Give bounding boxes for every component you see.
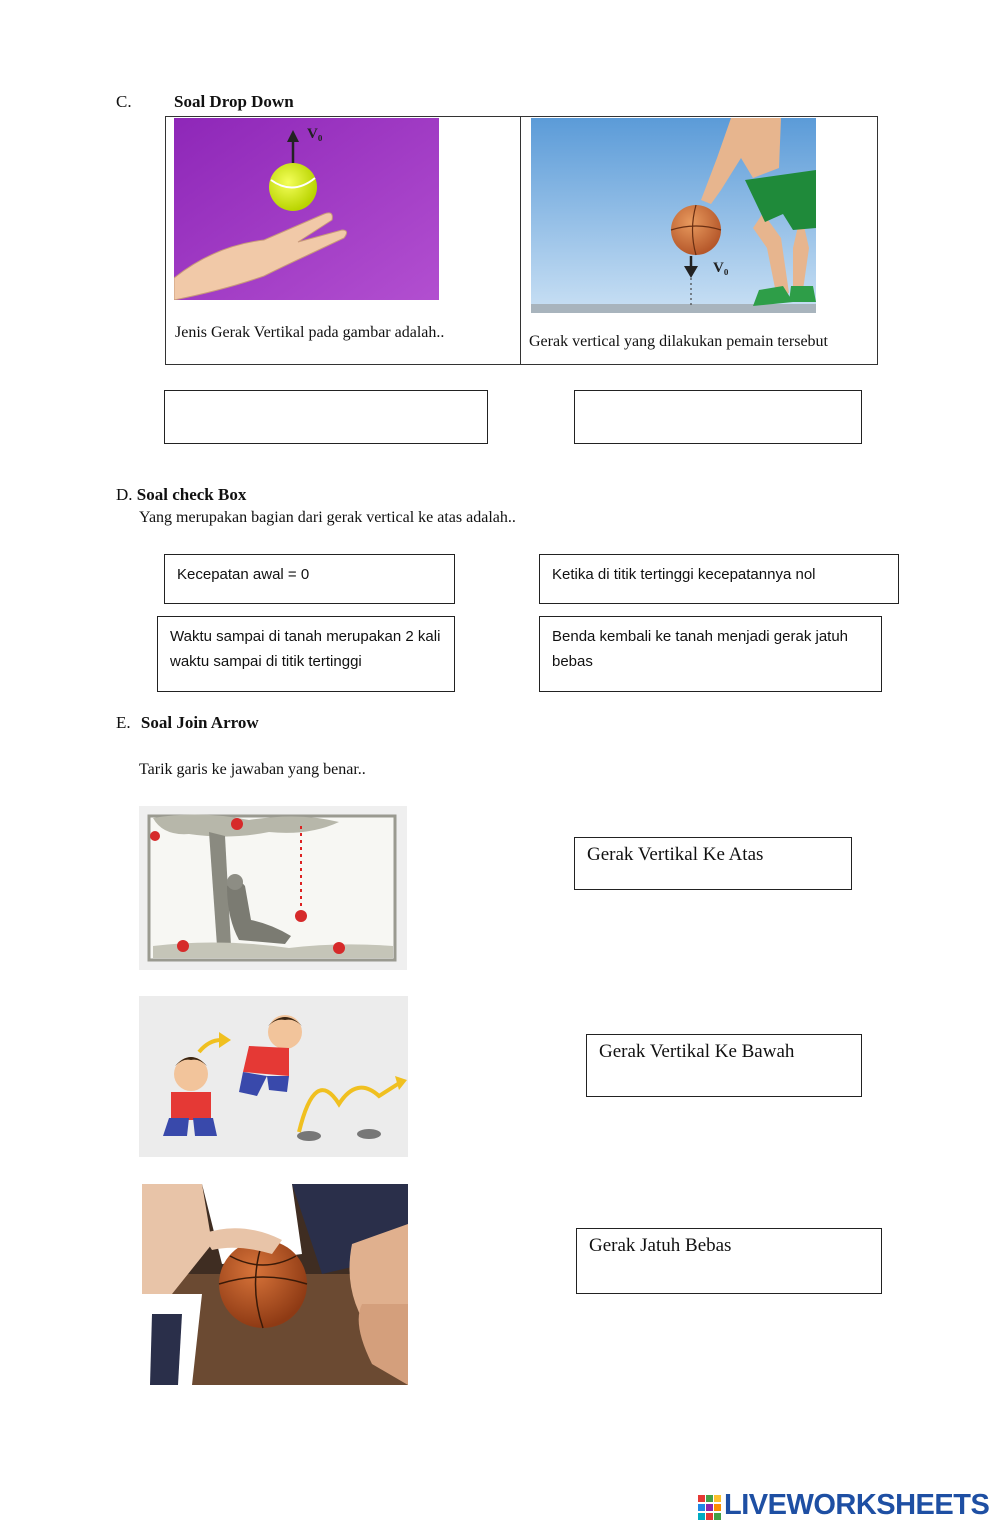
section-e-letter: E. (116, 713, 131, 732)
join-answer-2[interactable] (586, 1034, 862, 1097)
join-answer-2-label: Gerak Vertikal Ke Bawah (599, 1041, 795, 1062)
section-e-title: Soal Join Arrow (140, 713, 259, 732)
section-c-title: Soal Drop Down (174, 92, 294, 111)
checkbox-option-2-label: Ketika di titik tertinggi kecepatannya nol (552, 566, 816, 583)
dropdown-answer-2[interactable] (574, 390, 862, 444)
velocity-label-2: V₀ (713, 260, 729, 276)
caption-1: Jenis Gerak Vertikal pada gambar adalah.. (175, 324, 445, 341)
join-answer-1-label: Gerak Vertikal Ke Atas (587, 844, 764, 865)
section-d-heading (116, 485, 246, 505)
section-d-letter: D. (116, 485, 133, 504)
checkbox-option-3-label: Waktu sampai di tanah merupakan 2 kali waktu sampai di titik tertinggi (170, 628, 441, 670)
join-answer-1[interactable] (574, 837, 852, 890)
basketball-image[interactable] (142, 1184, 408, 1385)
section-e-instruction: Tarik garis ke jawaban yang benar.. (139, 761, 366, 778)
checkbox-option-1[interactable] (164, 554, 455, 604)
checkbox-option-4[interactable] (539, 616, 882, 692)
jumping-kids-image[interactable] (139, 996, 408, 1157)
section-c-letter: C. (116, 92, 132, 111)
logo-text: LIVEWORKSHEETS (724, 1489, 990, 1521)
join-answer-3-label: Gerak Jatuh Bebas (589, 1235, 732, 1256)
section-d-question: Yang merupakan bagian dari gerak vertical ke atas adalah.. (139, 509, 516, 526)
table-divider (520, 117, 521, 364)
falling-apple-image[interactable] (139, 806, 407, 970)
caption-2: Gerak vertical yang dilakukan pemain tersebut (529, 333, 828, 350)
velocity-label-1: V₀ (307, 126, 323, 142)
checkbox-option-3[interactable] (157, 616, 455, 692)
dribble-image (531, 118, 816, 313)
logo-blocks-icon (698, 1495, 722, 1521)
join-answer-3[interactable] (576, 1228, 882, 1294)
liveworksheets-logo (698, 1489, 998, 1526)
section-d-title: Soal check Box (136, 485, 247, 504)
checkbox-option-4-label: Benda kembali ke tanah menjadi gerak jatuh bebas (552, 628, 849, 670)
checkbox-option-1-label: Kecepatan awal = 0 (177, 566, 310, 583)
dropdown-answer-1[interactable] (164, 390, 488, 444)
section-c-heading (116, 92, 294, 112)
checkbox-option-2[interactable] (539, 554, 899, 604)
ball-toss-image (174, 118, 439, 300)
section-e-heading (116, 713, 259, 733)
